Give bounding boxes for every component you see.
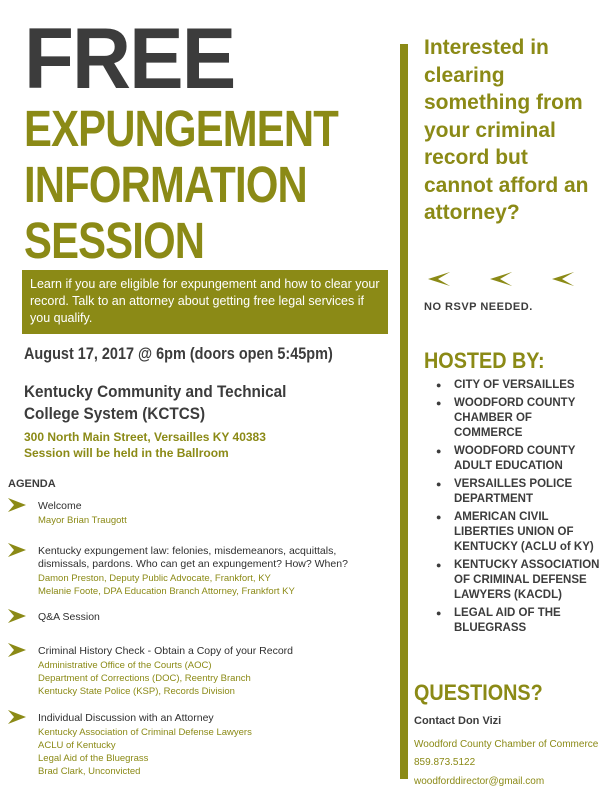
venue-name: Kentucky Community and Technical College System (KCTCS) — [24, 382, 287, 423]
agenda-item-speaker: Kentucky Association of Criminal Defense Lawyers — [38, 727, 252, 738]
rsvp-note: NO RSVP NEEDED. — [424, 301, 533, 313]
venue-room: Session will be held in the Ballroom — [24, 446, 229, 460]
venue-address: 300 North Main Street, Versailles KY 40383 — [24, 430, 266, 444]
agenda-item-speaker: Administrative Office of the Courts (AOC) — [38, 660, 212, 671]
arrow-right-icon — [8, 643, 26, 657]
contact-name: Contact Don Vizi — [414, 715, 502, 727]
agenda-item-speaker: Legal Aid of the Bluegrass — [38, 753, 149, 764]
agenda-item-title: Q&A Session — [38, 611, 100, 623]
title-information: INFORMATION — [24, 156, 307, 213]
agenda-item-speaker: Department of Corrections (DOC), Reentry Branch — [38, 673, 251, 684]
host-item: ● WOODFORD COUNTY ADULT EDUCATION — [436, 444, 600, 474]
agenda-item-speaker: Brad Clark, Unconvicted — [38, 766, 141, 777]
host-item: ● VERSAILLES POLICE DEPARTMENT — [436, 477, 600, 507]
agenda-item-speaker: Kentucky State Police (KSP), Records Division — [38, 686, 235, 697]
host-item: ● WOODFORD COUNTY CHAMBER OF COMMERCE — [436, 396, 600, 441]
agenda-item-title: Kentucky expungement law: felonies, misdemeanors, acquittals, dismissals, pardons. Who can get an expungement? How? When? — [38, 545, 348, 570]
intro-text: Learn if you are eligible for expungement and how to clear your record. Talk to an attorney about getting free legal services if you qualify. — [30, 277, 380, 325]
chevron-left-icon — [428, 272, 450, 286]
agenda-item-speaker: Mayor Brian Traugott — [38, 515, 127, 526]
title-expungement: EXPUNGEMENT — [24, 100, 338, 157]
host-item: ● AMERICAN CIVIL LIBERTIES UNION OF KENTUCKY (ACLU of KY) — [436, 510, 600, 555]
event-date: August 17, 2017 @ 6pm (doors open 5:45pm) — [24, 344, 333, 363]
title-session: SESSION — [24, 212, 205, 269]
agenda-item-title: Criminal History Check - Obtain a Copy of your Record — [38, 645, 294, 657]
arrow-right-icon — [8, 710, 26, 724]
contact-organization: Woodford County Chamber of Commerce — [414, 739, 599, 750]
divider-bar — [400, 44, 408, 779]
intro-banner — [22, 270, 388, 334]
arrow-right-icon — [8, 609, 26, 623]
arrow-right-icon — [8, 498, 26, 512]
agenda-heading: AGENDA — [8, 478, 56, 490]
host-item: ● KENTUCKY ASSOCIATION OF CRIMINAL DEFENSE LAWYERS (KACDL) — [436, 558, 600, 603]
chevron-left-icon — [552, 272, 574, 286]
arrow-right-icon — [8, 543, 26, 557]
contact-phone: 859.873.5122 — [414, 757, 476, 768]
agenda-item-speaker: Melanie Foote, DPA Education Branch Attorney, Frankfort KY — [38, 586, 295, 597]
host-item: ● CITY OF VERSAILLES — [436, 378, 600, 393]
contact-email[interactable]: woodforddirector@gmail.com — [414, 776, 545, 787]
hosts-list — [436, 378, 600, 639]
agenda-item-title: Individual Discussion with an Attorney — [38, 712, 214, 724]
host-item: ● LEGAL AID OF THE BLUEGRASS — [436, 606, 600, 636]
questions-heading: QUESTIONS? — [414, 680, 543, 705]
chevron-left-icon — [490, 272, 512, 286]
title-free: FREE — [24, 11, 235, 107]
hosted-by-heading: HOSTED BY: — [424, 348, 545, 373]
agenda-item-speaker: Damon Preston, Deputy Public Advocate, Frankfort, KY — [38, 573, 271, 584]
agenda-item-speaker: ACLU of Kentucky — [38, 740, 116, 751]
agenda-item-title: Welcome — [38, 500, 82, 512]
question-callout: Interested in clearing something from your criminal record but cannot afford an attorney? — [424, 36, 589, 224]
